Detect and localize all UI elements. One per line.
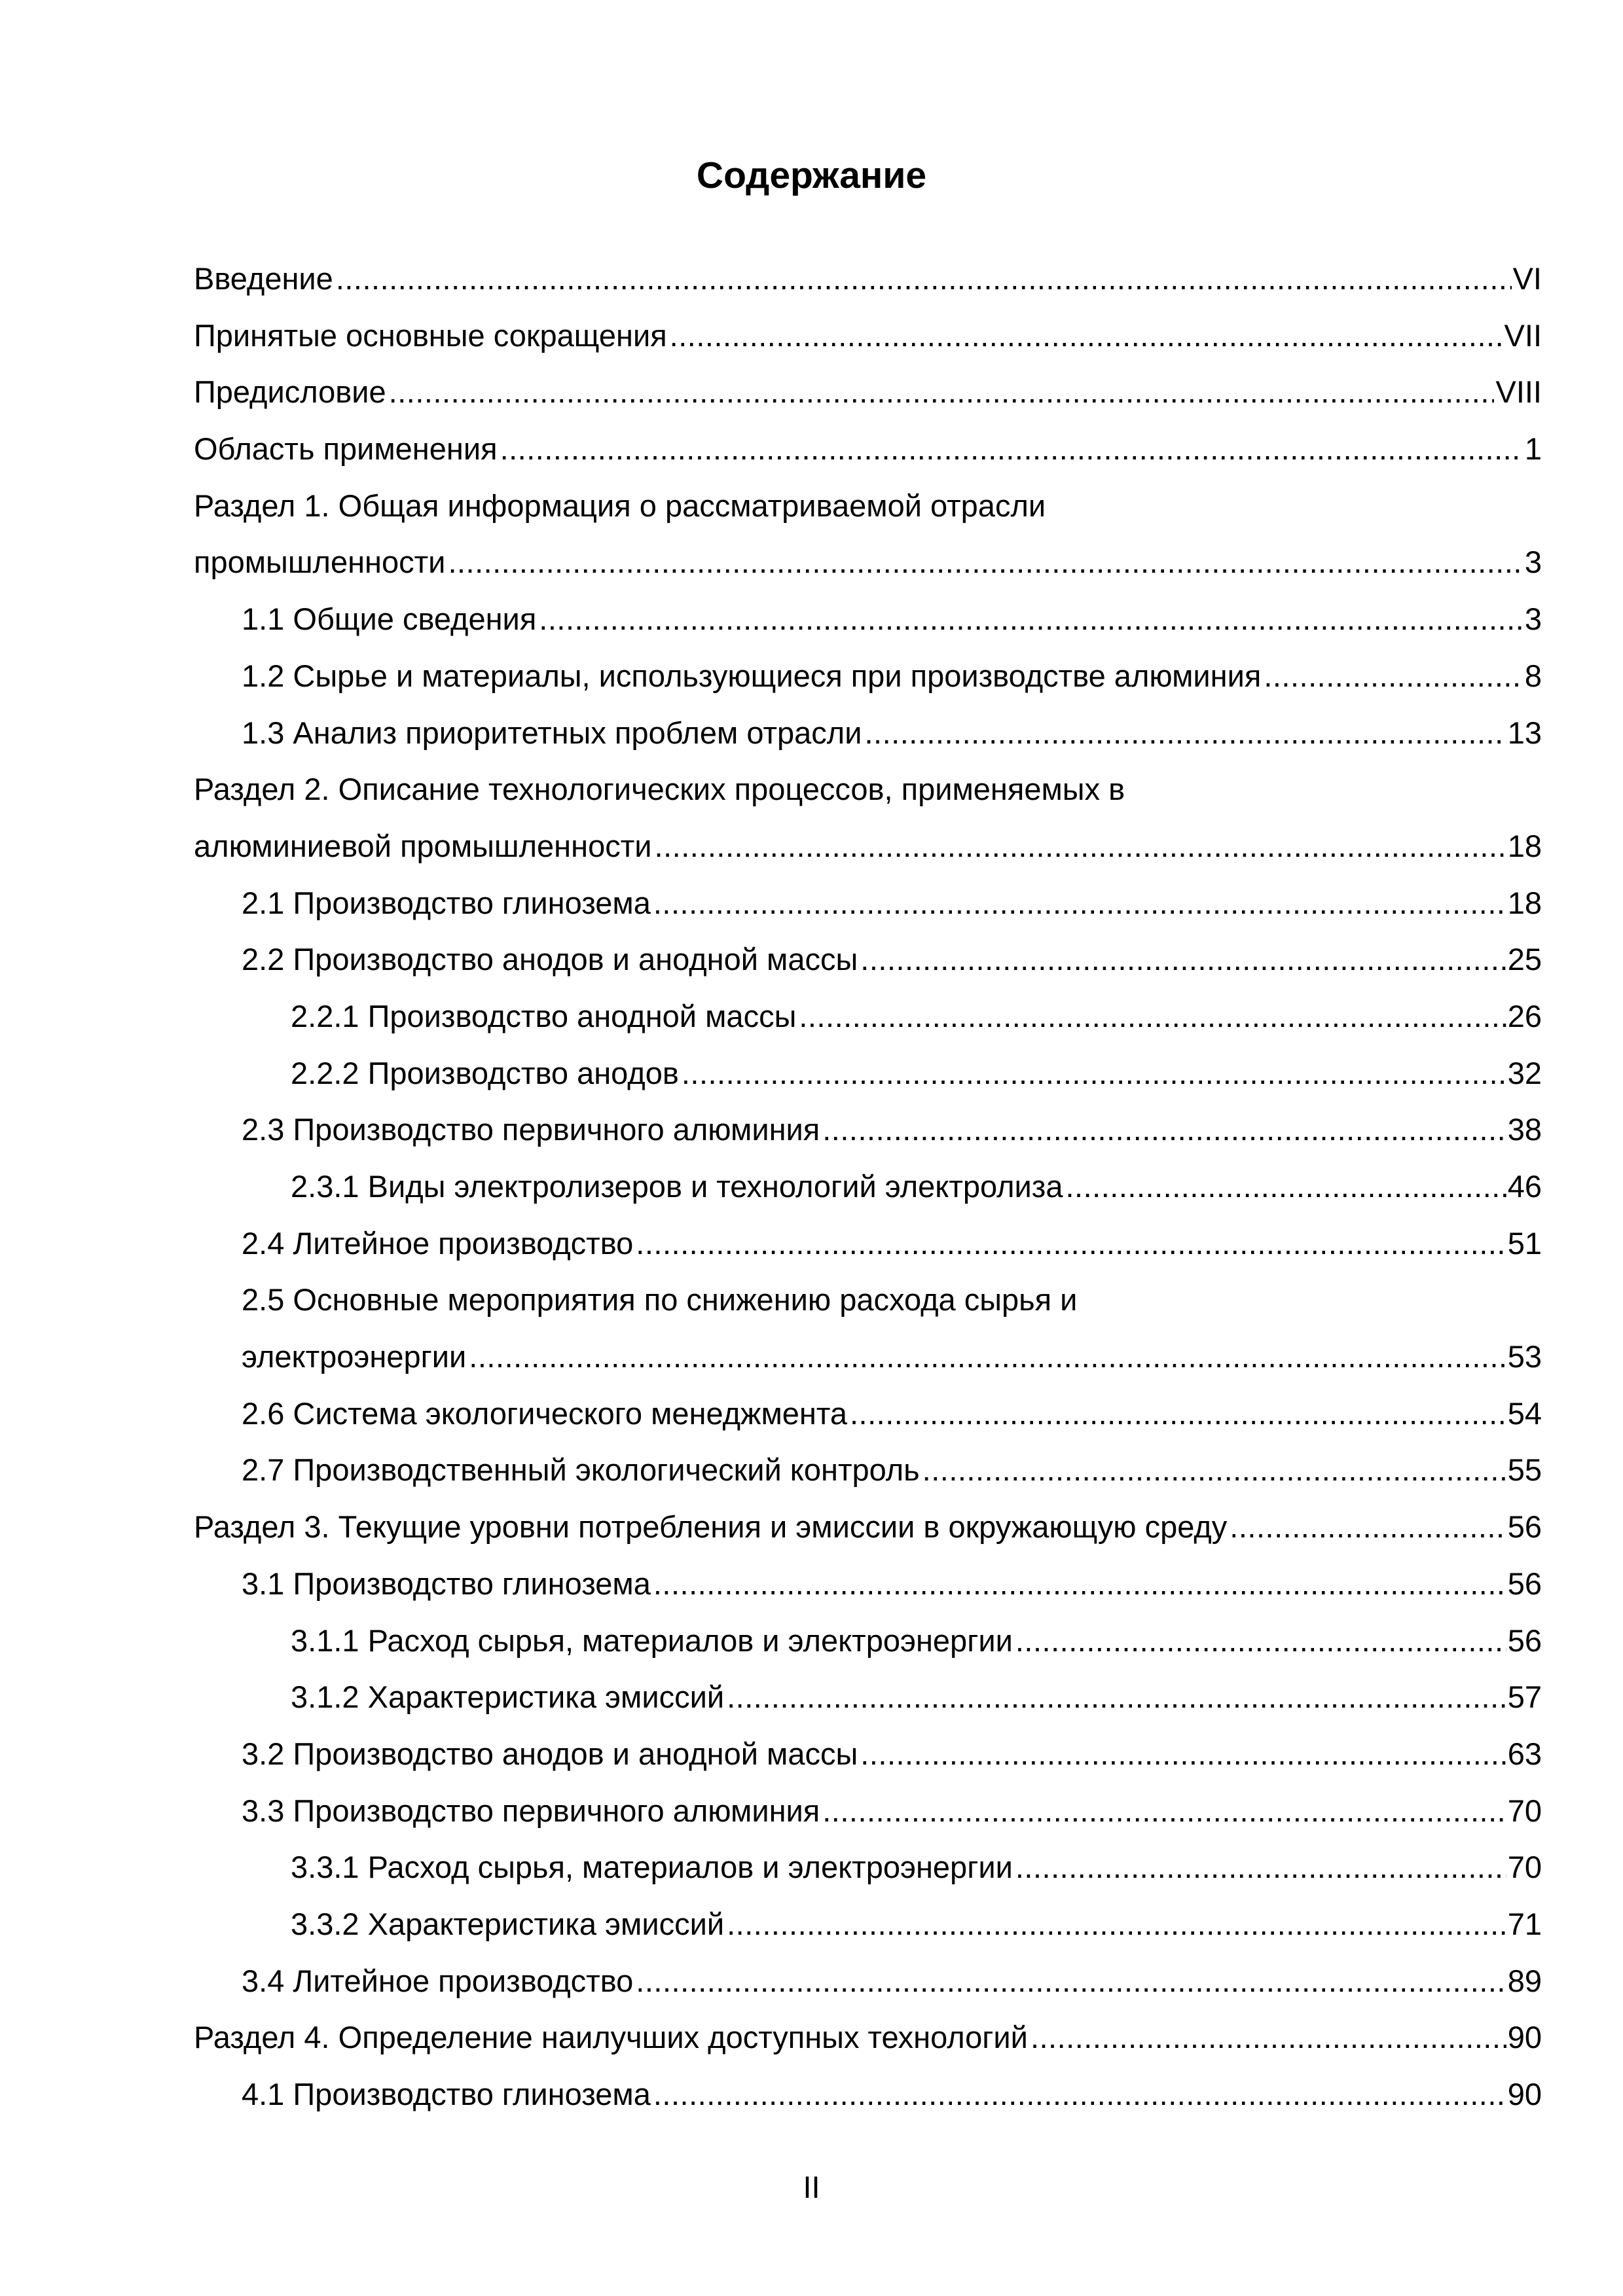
toc-entry[interactable] [194,1442,1542,1499]
toc-entry-page: 38 [1507,1112,1542,1147]
toc-leader-dots [500,421,1523,478]
toc-entry-first-line-text: 2.5 Основные мероприятия по снижению расхода сырья и [242,1282,1078,1318]
toc-entry-page: 26 [1507,998,1542,1033]
toc-entry[interactable] [194,875,1542,932]
toc-entry-page: VII [1504,317,1542,353]
toc-entry-page: 71 [1507,1906,1542,1941]
toc-leader-dots [864,705,1506,762]
toc-leader-dots [682,1045,1506,1102]
toc-entry-title: 3.3.2 Характеристика эмиссий [291,1906,725,1941]
toc-entry-title: Раздел 4. Определение наилучших доступных технологий [194,2020,1028,2055]
toc-leader-dots [860,931,1506,988]
toc-entry[interactable] [194,1669,1542,1726]
toc-entry-title: 1.1 Общие сведения [242,601,537,637]
toc-entry[interactable] [194,1613,1542,1670]
toc-leader-dots [1066,1158,1506,1215]
toc-leader-dots [727,1896,1506,1953]
toc-leader-dots [822,1102,1506,1158]
toc-entry-page: 56 [1507,1623,1542,1658]
toc-entry[interactable] [194,1386,1542,1443]
toc-entry-page: 1 [1524,431,1542,467]
toc-entry-page: 18 [1507,885,1542,920]
toc-entry-title: 3.3 Производство первичного алюминия [242,1793,820,1828]
toc-leader-dots [389,364,1495,421]
toc-entry[interactable] [194,1215,1542,1272]
toc-leader-dots [653,875,1506,932]
toc-entry[interactable] [194,251,1542,308]
toc-entry-title: 3.1 Производство глинозема [242,1566,651,1601]
page-number: II [803,2170,820,2204]
toc-entry[interactable] [194,1726,1542,1783]
toc-entry[interactable] [194,1045,1542,1102]
toc-entry-first-line[interactable]: Раздел 2. Описание технологических процессов, применяемых в [194,772,1125,807]
toc-entry-title: 1.3 Анализ приоритетных проблем отрасли [242,715,862,750]
toc-leader-dots [860,1726,1506,1783]
toc-entry[interactable] [194,308,1542,365]
toc-entry[interactable] [194,1329,1542,1386]
toc-leader-dots [727,1669,1506,1726]
toc-entry-title: Введение [194,261,333,296]
toc-leader-dots [539,591,1523,648]
toc-entry[interactable] [194,1499,1542,1556]
toc-leader-dots [336,251,1512,308]
toc-entry-page: 3 [1524,545,1542,580]
toc-leader-dots [469,1329,1506,1386]
toc-entry-page: 32 [1507,1055,1542,1090]
toc-entry-title: 2.6 Система экологического менеджмента [242,1395,847,1431]
toc-entry-title: электроэнергии [242,1339,467,1374]
toc-entry[interactable] [194,1839,1542,1896]
toc-entry-title: 2.3.1 Виды электролизеров и технологий электролиза [291,1169,1063,1204]
toc-entry-title: 2.4 Литейное производство [242,1225,634,1261]
toc-entry-page: VIII [1495,374,1542,410]
toc-leader-dots [1015,1839,1506,1896]
toc-entry-title: 3.4 Литейное производство [242,1963,634,1998]
toc-entry-page: 3 [1524,601,1542,637]
toc-entry-title: 2.2 Производство анодов и анодной массы [242,942,858,977]
toc-leader-dots [1015,1613,1506,1670]
toc-entry-title: 3.3.1 Расход сырья, материалов и электроэнергии [291,1850,1013,1885]
toc-entry[interactable] [194,648,1542,705]
toc-entry-title: 1.2 Сырье и материалы, использующиеся при производстве алюминия [242,658,1262,693]
toc-entry-page: 53 [1507,1339,1542,1374]
toc-entry[interactable] [194,534,1542,591]
toc-entry-title: 2.2.2 Производство анодов [291,1055,679,1090]
toc-entry[interactable] [194,931,1542,988]
toc-entry-title: алюминиевой промышленности [194,828,652,863]
toc-entry-title: 3.1.2 Характеристика эмиссий [291,1679,725,1715]
toc-entry-page: VI [1512,261,1542,296]
toc-entry-title: 2.2.1 Производство анодной массы [291,998,797,1033]
toc-leader-dots [636,1215,1506,1272]
toc-entry[interactable] [194,1953,1542,2010]
toc-leader-dots [653,2066,1506,2123]
toc-entry-title: 2.7 Производственный экологический контроль [242,1452,920,1488]
table-of-contents [194,251,1542,2123]
toc-entry-page: 55 [1507,1452,1542,1488]
toc-entry-title: Раздел 3. Текущие уровни потребления и эмиссии в окружающую среду [194,1509,1228,1545]
toc-entry[interactable] [194,705,1542,762]
toc-entry-title: Область применения [194,431,498,467]
toc-entry[interactable] [194,988,1542,1045]
toc-entry-title: 4.1 Производство глинозема [242,2077,651,2111]
toc-entry[interactable] [194,364,1542,421]
toc-entry-page: 18 [1507,828,1542,863]
toc-leader-dots [1264,648,1523,705]
toc-entry[interactable] [194,1556,1542,1613]
toc-entry-page: 51 [1507,1225,1542,1261]
toc-entry-title: 2.1 Производство глинозема [242,885,651,920]
toc-entry-page: 90 [1507,2077,1542,2111]
page-title: Содержание [696,154,927,196]
toc-entry[interactable] [194,1896,1542,1953]
toc-entry-title: 2.3 Производство первичного алюминия [242,1112,820,1147]
toc-entry[interactable] [194,1102,1542,1158]
toc-leader-dots [636,1953,1506,2010]
toc-leader-dots [448,534,1523,591]
toc-entry-page: 56 [1507,1566,1542,1601]
toc-leader-dots [655,818,1506,875]
toc-entry-page: 89 [1507,1963,1542,1998]
toc-entry-title: Предисловие [194,374,386,410]
toc-entry-page: 13 [1507,715,1542,750]
toc-entry-title: 3.1.1 Расход сырья, материалов и электроэнергии [291,1623,1013,1658]
toc-entry-page: 8 [1524,658,1542,693]
toc-leader-dots [1030,2009,1506,2066]
toc-leader-dots [653,1556,1506,1613]
toc-leader-dots [799,988,1506,1045]
toc-entry-page: 70 [1507,1850,1542,1885]
toc-entry-page: 54 [1507,1395,1542,1431]
toc-entry[interactable] [194,591,1542,648]
toc-entry-page: 70 [1507,1793,1542,1828]
toc-entry-first-line[interactable]: Раздел 1. Общая информация о рассматриваемой отрасли [194,488,1046,523]
toc-leader-dots [670,308,1503,365]
toc-entry-page: 25 [1507,942,1542,977]
toc-entry-title: 3.2 Производство анодов и анодной массы [242,1736,858,1771]
toc-entry[interactable] [194,421,1542,478]
toc-entry-title: промышленности [194,545,446,580]
toc-entry-title: Принятые основные сокращения [194,317,667,353]
toc-entry[interactable] [194,2009,1542,2066]
toc-entry[interactable] [194,1783,1542,1840]
toc-entry[interactable] [194,1158,1542,1215]
toc-entry-page: 57 [1507,1679,1542,1715]
toc-entry[interactable] [194,2066,1542,2123]
toc-leader-dots [1230,1499,1506,1556]
toc-leader-dots [850,1386,1506,1443]
toc-leader-dots [822,1783,1506,1840]
toc-leader-dots [922,1442,1506,1499]
toc-entry-page: 56 [1507,1509,1542,1545]
toc-entry[interactable] [194,818,1542,875]
toc-entry-page: 46 [1507,1169,1542,1204]
toc-entry-page: 90 [1507,2020,1542,2055]
toc-entry-first-line[interactable] [194,1272,1542,1329]
toc-entry-page: 63 [1507,1736,1542,1771]
